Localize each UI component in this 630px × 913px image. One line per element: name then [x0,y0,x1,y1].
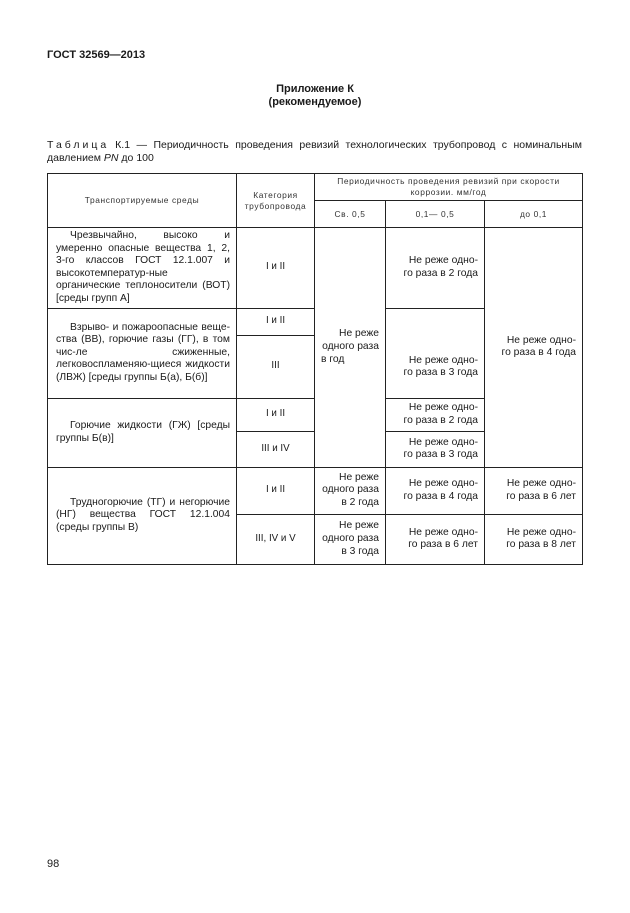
page-number: 98 [47,858,60,870]
period-text: Не реже одно-го раза в 4 года [403,478,478,502]
period-cell-high-merged [315,228,386,468]
document-header: ГОСТ 32569—2013 [47,49,146,61]
period-text: Не реже одно-го раза в 3 года [403,436,478,461]
period-text: Не реже одного раза в 2 года [322,471,379,509]
period-cell-mid [386,308,485,398]
header-rate-low: до 0,1 [485,201,583,228]
period-cell-high [315,467,386,514]
media-text-group-v: Трудногорючие (ТГ) и негорючие (НГ) вещества ГОСТ 12.1.004 (среды группы В) [56,496,230,534]
period-cell-mid [386,431,485,467]
table-caption-label: Таблица [47,139,110,151]
period-text: Не реже одно-го раза в 6 лет [506,478,576,502]
period-cell-mid [386,467,485,514]
appendix-title [0,83,630,109]
category-cell: III [237,335,315,398]
period-text: Не реже одно-го раза в 4 года [501,334,576,359]
media-cell-group-b-v [48,398,237,467]
period-cell-low-merged [485,228,583,468]
header-periodicity: Периодичность проведения ревизий при скорости коррозии. мм/год [315,174,583,201]
header-category: Категория трубопровода [237,174,315,228]
table-caption-line2-suffix: до 100 [118,152,154,164]
media-text-group-b-v: Горючие жидкости (ГЖ) [среды группы Б(в)] [56,420,230,444]
period-text: Не реже одно-го раза в 2 года [403,402,478,426]
category-cell: III и IV [237,431,315,467]
period-text: Не реже одно-го раза в 3 года [403,354,478,379]
category-cell: I и II [237,398,315,431]
period-cell-mid [386,514,485,564]
category-cell: I и II [237,228,315,309]
media-cell-group-v [48,467,237,564]
appendix-subtitle: (рекомендуемое) [268,96,362,108]
period-cell-low [485,514,583,564]
period-text: Не реже одно-го раза в 8 лет [506,526,576,551]
header-rate-mid: 0,1— 0,5 [386,201,485,228]
table-caption-pn: PN [103,152,119,164]
header-rate-high: Св. 0,5 [315,201,386,228]
table-caption-text: К.1 — Периодичность проведения ревизий технологических трубопровод с номинальным [115,139,582,151]
media-text-group-b-ab: Взрыво- и пожароопасные веще-ства (ВВ), горючие газы (ГГ), в том чис-ле сжиженные, легковоспламеняю-щиеся жидкости (ЛВЖ) [среды группы Б(а), Б(б)] [56,321,230,384]
category-cell: I и II [237,467,315,514]
category-cell: III, IV и V [237,514,315,564]
period-text: Не реже одно-го раза в 6 лет [408,526,478,551]
appendix-title-line: Приложение К [276,83,354,95]
media-cell-group-a [48,228,237,309]
period-cell-high [315,514,386,564]
media-cell-group-b-ab [48,308,237,398]
period-cell-mid [386,228,485,309]
period-text: Не реже одного раза в 3 года [322,520,379,557]
inspection-periodicity-table [47,173,583,565]
period-cell-mid [386,398,485,431]
table-caption-line2-prefix: давлением [47,152,104,164]
category-cell: I и II [237,308,315,335]
period-text: Не реже одно-го раза в 2 года [403,255,478,279]
period-text: Не реже одного раза в год [321,328,379,365]
table-caption [47,139,582,165]
period-cell-low [485,467,583,514]
media-text-group-a: Чрезвычайно, высоко и умеренно опасные вещества 1, 2, 3-го классов ГОСТ 12.1.007 и высокотемператур-ные органические теплоносители (ВОТ) [среды групп А] [56,230,230,304]
header-media: Транспортируемые среды [48,174,237,228]
